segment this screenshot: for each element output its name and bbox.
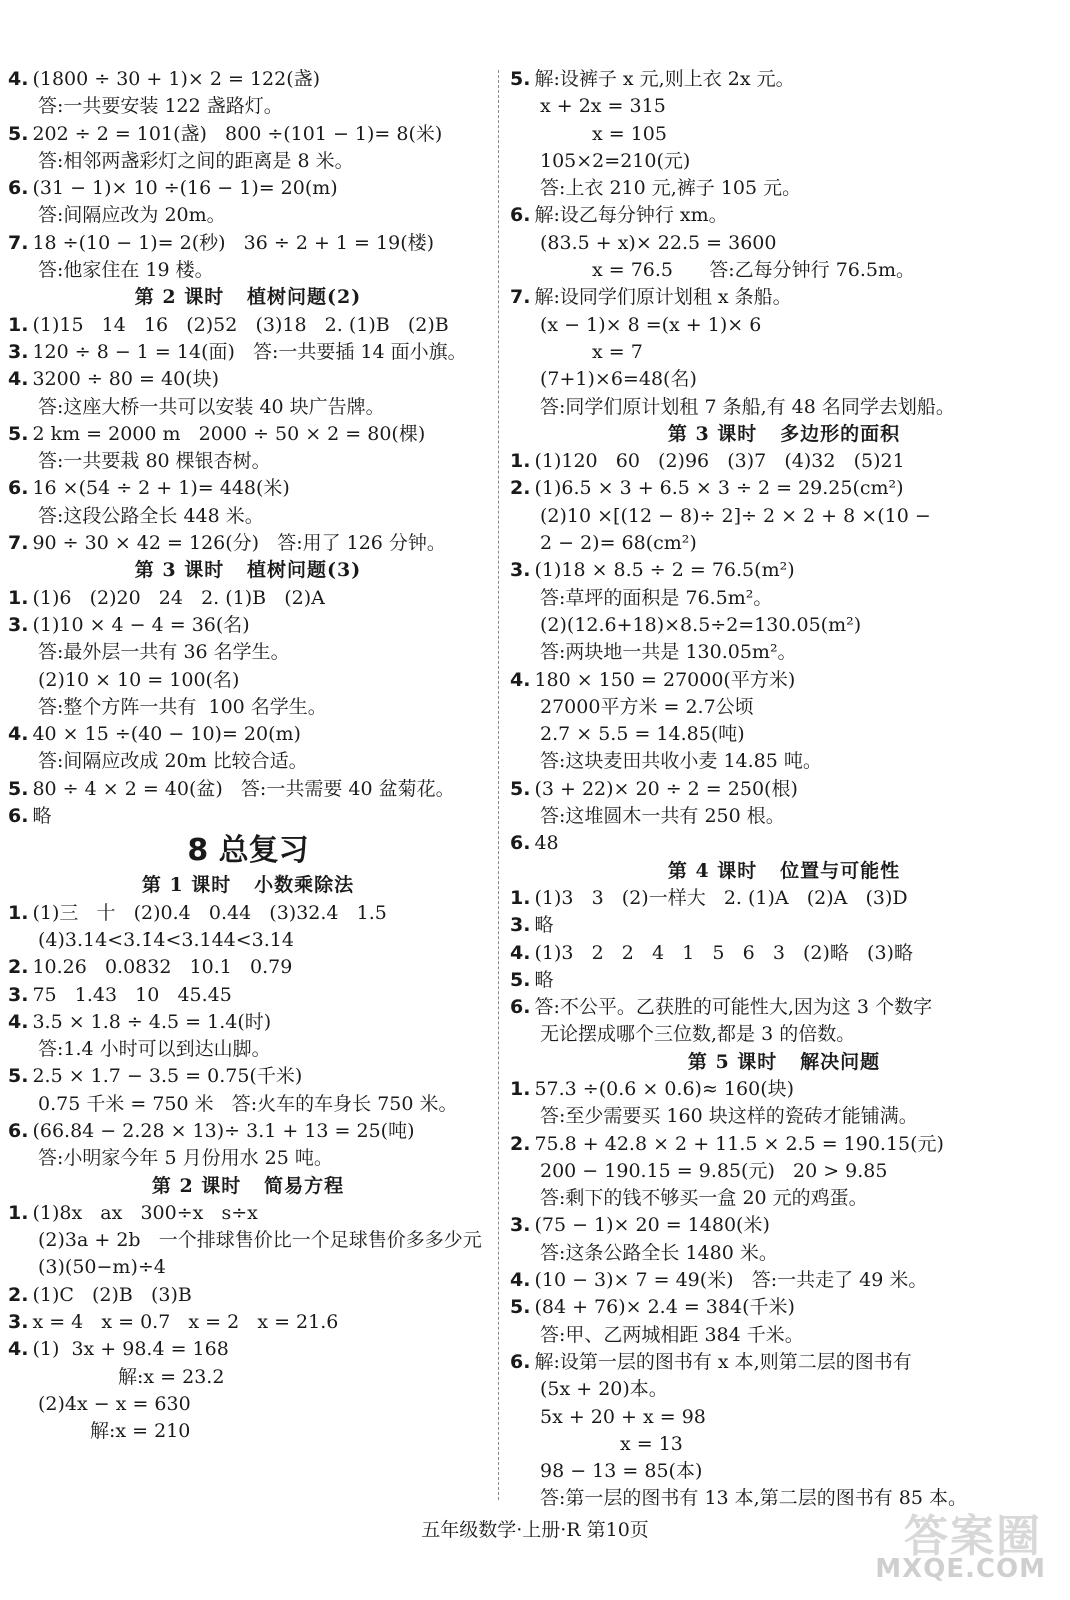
answer-line (8, 585, 488, 612)
answer-text: 80 ÷ 4 × 2 = 40(盆) 答:一共需要 40 盆菊花。 (32, 777, 455, 800)
right-column (510, 66, 1058, 1513)
answer-text: (2)(12.6+18)×8.5÷2=130.05(m²) (540, 613, 862, 636)
answer-line (510, 93, 1058, 120)
question-number: 3. (8, 613, 29, 636)
answer-line (510, 475, 1058, 502)
answer-line (510, 202, 1058, 229)
answer-text: 3.5 × 1.8 ÷ 4.5 = 1.4(时) (32, 1010, 272, 1033)
answer-line (8, 421, 488, 448)
answer-line (510, 994, 1058, 1021)
question-number: 3. (510, 559, 531, 582)
answer-line (8, 475, 488, 502)
answer-line (510, 557, 1058, 584)
answer-line (8, 1009, 488, 1036)
question-number: 4. (8, 1338, 29, 1361)
answer-line (510, 694, 1058, 721)
answer-line (8, 93, 488, 120)
answer-line (510, 667, 1058, 694)
answer-text: (1)15 14 16 (2)52 (3)18 2. (1)B (2)B (32, 313, 449, 336)
answer-line (8, 312, 488, 339)
answer-line (8, 803, 488, 830)
question-number: 2. (510, 477, 531, 500)
answer-line (8, 667, 488, 694)
answer-line (510, 585, 1058, 612)
question-number: 5. (510, 1296, 531, 1319)
answer-line (8, 1118, 488, 1145)
answer-text: 98 − 13 = 85(本) (540, 1460, 703, 1483)
question-number: 2. (8, 1283, 29, 1306)
answer-text: 答:至少需要买 160 块这样的瓷砖才能铺满。 (540, 1105, 918, 1128)
question-number: 6. (510, 1350, 531, 1373)
answer-text: (1)18 × 8.5 ÷ 2 = 76.5(m²) (534, 559, 795, 582)
answer-line (8, 639, 488, 666)
watermark-url: MXQE.COM (875, 1554, 1046, 1584)
answer-line (8, 748, 488, 775)
answer-text: 答:整个方阵一共有 100 名学生。 (38, 695, 327, 718)
question-number: 5. (510, 968, 531, 991)
answer-line (8, 982, 488, 1009)
section-heading (510, 1049, 1058, 1076)
answer-text: 答:上衣 210 元,裤子 105 元。 (540, 177, 802, 200)
answer-text: 18 ÷(10 − 1)= 2(秒) 36 ÷ 2 + 1 = 19(楼) (32, 231, 435, 254)
question-number: 4. (8, 723, 29, 746)
answer-line (8, 1418, 488, 1445)
answer-text: (7+1)×6=48(名) (540, 368, 697, 391)
answer-line (8, 900, 488, 927)
answer-text: 75.8 + 42.8 × 2 + 11.5 × 2.5 = 190.15(元) (534, 1132, 944, 1155)
answer-text: 答:1.4 小时可以到达山脚。 (38, 1038, 271, 1061)
answer-text: 2 km = 2000 m 2000 ÷ 50 × 2 = 80(棵) (32, 422, 426, 445)
answer-text: 答:剩下的钱不够买一盒 20 元的鸡蛋。 (540, 1187, 868, 1210)
question-number: 2. (510, 1132, 531, 1155)
answer-line (8, 721, 488, 748)
question-number: 6. (8, 805, 29, 828)
answer-line (8, 927, 488, 954)
answer-line (510, 312, 1058, 339)
question-number: 4. (8, 68, 29, 90)
answer-text: 解:设乙每分钟行 xm。 (534, 204, 728, 227)
left-column (8, 66, 488, 1446)
answer-line (8, 1200, 488, 1227)
answer-text: 答:间隔应改成 20m 比较合适。 (38, 750, 308, 773)
answer-line (510, 1267, 1058, 1294)
answer-text: 5x + 20 + x = 98 (540, 1405, 706, 1428)
section-heading (8, 284, 488, 311)
answer-text: (5x + 20)本。 (540, 1378, 668, 1401)
question-number: 1. (8, 1201, 29, 1224)
answer-text: (1)C (2)B (3)B (32, 1283, 192, 1306)
section-heading (8, 557, 488, 584)
question-number: 1. (510, 1077, 531, 1100)
answer-line (8, 954, 488, 981)
question-number: 5. (510, 68, 531, 90)
answer-line (510, 1294, 1058, 1321)
question-number: 4. (510, 1269, 531, 1292)
answer-line (8, 1364, 488, 1391)
section-heading (510, 421, 1058, 448)
answer-text: 180 × 150 = 27000(平方米) (534, 668, 796, 691)
answer-text: 48 (534, 832, 559, 855)
question-number: 4. (8, 368, 29, 391)
answer-text: x = 76.5 答:乙每分钟行 76.5m。 (592, 259, 916, 282)
answer-text: (1)3 2 2 4 1 5 6 3 (2)略 (3)略 (534, 941, 913, 964)
answer-line (8, 1227, 488, 1254)
answer-text: 105×2=210(元) (540, 149, 691, 172)
answer-text: (1)6 (2)20 24 2. (1)B (2)A (32, 586, 325, 609)
question-number: 6. (510, 832, 531, 855)
answer-text: (1)三 十 (2)0.4̇ 0.44 (3)32.4 1.5 (32, 901, 387, 924)
answer-text: 答:这段公路全长 448 米。 (38, 504, 264, 527)
answer-text: 答:相邻两盏彩灯之间的距离是 8 米。 (38, 149, 354, 172)
answer-text: 答:甲、乙两城相距 384 千米。 (540, 1323, 804, 1346)
question-number: 6. (510, 204, 531, 227)
answer-line (510, 1131, 1058, 1158)
answer-text: 答:同学们原计划租 7 条船,有 48 名同学去划船。 (540, 395, 955, 418)
answer-line (8, 1391, 488, 1418)
question-number: 3. (8, 1311, 29, 1334)
answer-line (8, 694, 488, 721)
answer-text: 2.7 × 5.5 = 14.85(吨) (540, 723, 745, 746)
answer-line (8, 202, 488, 229)
answer-line (8, 776, 488, 803)
answer-text: 答:一共要安装 122 盏路灯。 (38, 95, 283, 118)
answer-text: 答:第一层的图书有 13 本,第二层的图书有 85 本。 (540, 1487, 967, 1510)
question-number: 5. (8, 122, 29, 145)
section-title: 第 5 课时 解决问题 (687, 1050, 881, 1073)
answer-line (510, 967, 1058, 994)
answer-line (8, 66, 488, 93)
answer-text: (75 − 1)× 20 = 1480(米) (534, 1214, 770, 1237)
answer-text: 无论摆成哪个三位数,都是 3 的倍数。 (540, 1023, 856, 1046)
answer-line (8, 1282, 488, 1309)
answer-text: (3)(50−m)÷4 (38, 1256, 166, 1279)
answer-text: (3 + 22)× 20 ÷ 2 = 250(根) (534, 777, 798, 800)
answer-text: 0.75 千米 = 750 米 答:火车的车身长 750 米。 (38, 1092, 458, 1115)
answer-text: (31 − 1)× 10 ÷(16 − 1)= 20(m) (32, 177, 338, 200)
answer-text: (1)8x ax 300÷x s÷x (32, 1201, 258, 1224)
answer-line (510, 66, 1058, 93)
question-number: 6. (510, 996, 531, 1019)
answer-text: x = 7 (592, 340, 643, 363)
answer-text: (2)10 ×[(12 − 8)÷ 2]÷ 2 × 2 + 8 ×(10 − (540, 504, 931, 527)
answer-line (8, 121, 488, 148)
answer-line (8, 148, 488, 175)
answer-line (510, 530, 1058, 557)
answer-line (510, 175, 1058, 202)
section-title: 第 3 课时 多边形的面积 (667, 422, 901, 445)
answer-text: x = 13 (620, 1432, 683, 1455)
answer-text: (10 − 3)× 7 = 49(米) 答:一共走了 49 米。 (534, 1269, 928, 1292)
answer-text: 3200 ÷ 80 = 40(块) (32, 368, 219, 391)
answer-text: 202 ÷ 2 = 101(盏) 800 ÷(101 − 1)= 8(米) (32, 122, 443, 145)
question-number: 3. (8, 340, 29, 363)
question-number: 3. (510, 914, 531, 937)
question-number: 1. (8, 901, 29, 924)
answer-text: (84 + 76)× 2.4 = 384(千米) (534, 1296, 795, 1319)
answer-text: (2)4x − x = 630 (38, 1392, 191, 1415)
answer-line (510, 1349, 1058, 1376)
answer-text: 解:x = 23.2 (118, 1365, 225, 1388)
answer-text: (1)120 60 (2)96 (3)7 (4)32 (5)21 (534, 450, 905, 473)
section-heading (8, 872, 488, 899)
answer-text: 200 − 190.15 = 9.85(元) 20 > 9.85 (540, 1159, 888, 1182)
answer-text: x + 2x = 315 (540, 95, 666, 118)
answer-line (510, 1103, 1058, 1130)
answer-line (510, 1076, 1058, 1103)
question-number: 1. (510, 450, 531, 473)
question-number: 3. (8, 983, 29, 1006)
answer-line (8, 230, 488, 257)
answer-line (510, 885, 1058, 912)
answer-line (510, 366, 1058, 393)
answer-line (510, 1322, 1058, 1349)
answer-text: 答:间隔应改为 20m。 (38, 204, 226, 227)
answer-line (510, 448, 1058, 475)
answer-line (510, 748, 1058, 775)
answer-line (510, 721, 1058, 748)
answer-text: 120 ÷ 8 − 1 = 14(面) 答:一共要插 14 面小旗。 (32, 340, 467, 363)
answer-text: 答:最外层一共有 36 名学生。 (38, 641, 290, 664)
answer-text: 90 ÷ 30 × 42 = 126(分) 答:用了 126 分钟。 (32, 532, 446, 555)
answer-line (8, 1091, 488, 1118)
question-number: 4. (8, 1010, 29, 1033)
answer-line (8, 1063, 488, 1090)
answer-text: 解:设第一层的图书有 x 本,则第二层的图书有 (534, 1350, 912, 1373)
section-heading (8, 830, 488, 872)
answer-line (510, 257, 1058, 284)
answer-line (8, 175, 488, 202)
answer-line (510, 503, 1058, 530)
answer-line (8, 1336, 488, 1363)
question-number: 5. (8, 777, 29, 800)
answer-text: (1)6.5 × 3 + 6.5 × 3 ÷ 2 = 29.25(cm²) (534, 477, 904, 500)
answer-text: 略 (534, 968, 554, 991)
question-number: 7. (8, 231, 29, 254)
question-number: 3. (510, 1214, 531, 1237)
answer-text: 答:这条公路全长 1480 米。 (540, 1241, 778, 1264)
answer-text: 答:两块地一共是 130.05m²。 (540, 641, 797, 664)
answer-line (510, 1431, 1058, 1458)
watermark-text: 答案圈 (904, 1511, 1042, 1562)
section-title: 第 3 课时 植树问题(3) (134, 559, 362, 582)
answer-text: 16 ×(54 ÷ 2 + 1)= 448(米) (32, 477, 290, 500)
section-heading (510, 858, 1058, 885)
answer-text: (2)10 × 10 = 100(名) (38, 668, 240, 691)
answer-text: (2)3a + 2b 一个排球售价比一个足球售价多多少元 (38, 1229, 482, 1252)
answer-line (510, 912, 1058, 939)
answer-line (8, 530, 488, 557)
answer-text: (1)10 × 4 − 4 = 36(名) (32, 613, 250, 636)
answer-line (510, 284, 1058, 311)
answer-text: 解:x = 210 (90, 1420, 191, 1443)
answer-line (510, 1404, 1058, 1431)
answer-text: 答:这块麦田共收小麦 14.85 吨。 (540, 750, 822, 773)
section-title: 第 4 课时 位置与可能性 (667, 859, 901, 882)
answer-text: (x − 1)× 8 =(x + 1)× 6 (540, 313, 762, 336)
answer-text: (1800 ÷ 30 + 1)× 2 = 122(盏) (32, 68, 321, 90)
answer-line (510, 776, 1058, 803)
section-title: 第 1 课时 小数乘除法 (141, 874, 355, 897)
answer-line (510, 1158, 1058, 1185)
question-number: 1. (510, 886, 531, 909)
answer-line (510, 940, 1058, 967)
question-number: 4. (510, 941, 531, 964)
answer-line (8, 339, 488, 366)
answer-text: 答:草坪的面积是 76.5m²。 (540, 586, 773, 609)
answer-text: 答:他家住在 19 楼。 (38, 259, 214, 282)
answer-text: 40 × 15 ÷(40 − 10)= 20(m) (32, 723, 301, 746)
answer-line (510, 394, 1058, 421)
answer-line (510, 1240, 1058, 1267)
question-number: 7. (510, 286, 531, 309)
answer-text: 答:一共要栽 80 棵银杏树。 (38, 450, 271, 473)
answer-text: 解:设裤子 x 元,则上衣 2x 元。 (534, 68, 795, 90)
answer-line (8, 503, 488, 530)
answer-line (510, 612, 1058, 639)
answer-line (510, 339, 1058, 366)
answer-line (510, 1376, 1058, 1403)
answer-text: 27000平方米 = 2.7公顷 (540, 695, 754, 718)
answer-line (8, 1036, 488, 1063)
answer-line (8, 612, 488, 639)
answer-line (8, 257, 488, 284)
answer-line (510, 1185, 1058, 1212)
answer-text: 解:设同学们原计划租 x 条船。 (534, 286, 792, 309)
answer-text: x = 4 x = 0.7 x = 2 x = 21.6 (32, 1311, 339, 1334)
answer-line (510, 639, 1058, 666)
answer-text: (66.84 − 2.28 × 13)÷ 3.1 + 13 = 25(吨) (32, 1119, 415, 1142)
answer-line (510, 148, 1058, 175)
answer-text: 57.3 ÷(0.6 × 0.6)≈ 160(块) (534, 1077, 795, 1100)
answer-text: 答:不公平。乙获胜的可能性大,因为这 3 个数字 (534, 996, 933, 1019)
question-number: 2. (8, 956, 29, 979)
answer-line (510, 230, 1058, 257)
answer-text: 2.5 × 1.7 − 3.5 = 0.75(千米) (32, 1065, 303, 1088)
answer-text: x = 105 (592, 122, 667, 145)
answer-text: 10.26 0.0832 10.1 0.79 (32, 956, 293, 979)
answer-line (8, 394, 488, 421)
answer-text: (1)3 3 (2)一样大 2. (1)A (2)A (3)D (534, 886, 908, 909)
answer-line (510, 121, 1058, 148)
answer-line (510, 1021, 1058, 1048)
question-number: 5. (8, 422, 29, 445)
answer-line (8, 1145, 488, 1172)
question-number: 1. (8, 313, 29, 336)
question-number: 4. (510, 668, 531, 691)
column-divider (498, 70, 499, 1500)
answer-text: (1) 3x + 98.4 = 168 (32, 1338, 229, 1361)
question-number: 1. (8, 586, 29, 609)
answer-line (8, 366, 488, 393)
answer-line (8, 1254, 488, 1281)
section-title: 8 总复习 (187, 833, 309, 869)
answer-line (510, 1212, 1058, 1239)
answer-text: 略 (534, 914, 554, 937)
question-number: 6. (8, 1119, 29, 1142)
answer-text: 答:小明家今年 5 月份用水 25 吨。 (38, 1147, 333, 1170)
question-number: 5. (8, 1065, 29, 1088)
page-footer: 五年级数学·上册·R 第10页 (421, 1519, 649, 1541)
answer-text: 75 1.43 10 45.45 (32, 983, 232, 1006)
answer-text: (4)3.14<3.1̇4̇<3.144<3.14̇ (38, 928, 294, 951)
question-number: 6. (8, 177, 29, 200)
answer-text: 答:这堆圆木一共有 250 根。 (540, 805, 785, 828)
section-title: 第 2 课时 简易方程 (151, 1174, 345, 1197)
answer-text: 2 − 2)= 68(cm²) (540, 532, 697, 555)
answer-line (8, 1309, 488, 1336)
question-number: 5. (510, 777, 531, 800)
section-title: 第 2 课时 植树问题(2) (134, 286, 362, 309)
question-number: 6. (8, 477, 29, 500)
answer-line (510, 830, 1058, 857)
answer-text: (83.5 + x)× 22.5 = 3600 (540, 231, 777, 254)
answer-text: 略 (32, 805, 52, 828)
answer-line (510, 803, 1058, 830)
answer-text: 答:这座大桥一共可以安装 40 块广告牌。 (38, 395, 385, 418)
answer-line (8, 448, 488, 475)
section-heading (8, 1173, 488, 1200)
watermark-logo (852, 1500, 1052, 1590)
question-number: 7. (8, 532, 29, 555)
answer-line (510, 1458, 1058, 1485)
